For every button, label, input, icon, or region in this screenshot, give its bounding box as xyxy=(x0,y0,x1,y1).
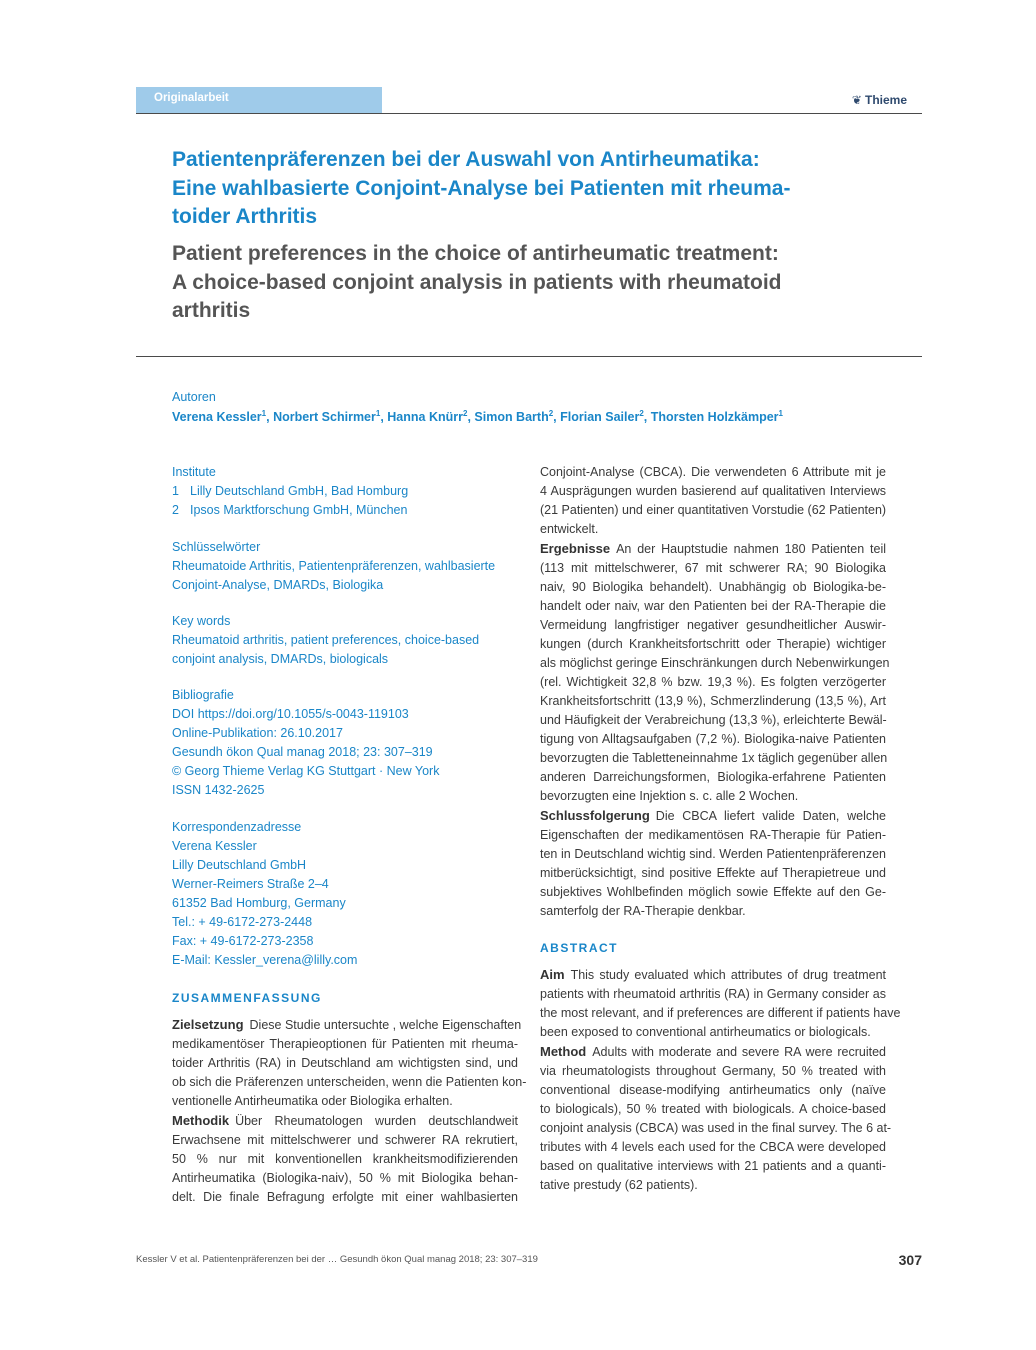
author-name: Florian Sailer xyxy=(560,410,640,425)
methodik-cont-line: Conjoint-Analyse (CBCA). Die verwendeten 6 Attribute mit je xyxy=(540,465,886,479)
correspondence-heading: Korrespondenzadresse xyxy=(172,820,302,834)
title-rule xyxy=(136,356,922,357)
bibliografie-line: ISSN 1432-2625 xyxy=(172,783,265,797)
zusammenfassung-heading: ZUSAMMENFASSUNG xyxy=(172,991,322,1005)
methodik-cont-line: entwickelt. xyxy=(540,522,599,536)
author-name: Verena Kessler xyxy=(172,410,262,425)
correspondence-line: 61352 Bad Homburg, Germany xyxy=(172,896,346,910)
method-line: conjoint analysis (CBCA) was used in the final survey. The 6 at- xyxy=(540,1121,892,1135)
author-name: Thorsten Holzkämper xyxy=(650,410,779,425)
schlussfolgerung-line: mitberücksichtigt, sind positive Effekte auf Therapietreue und xyxy=(540,866,886,880)
institute-block xyxy=(172,463,408,520)
schlussfolgerung-line: samterfolg der RA-Therapie denkbar. xyxy=(540,904,746,918)
ergebnisse-line: handelt oder naiv, war den Patienten bei der RA-Therapie die xyxy=(540,599,886,613)
method-line: Adults with moderate and severe RA were recruited xyxy=(592,1045,886,1059)
methodik-label: Methodik xyxy=(172,1113,230,1128)
header-rule xyxy=(136,113,922,114)
methodik-line: 50 % nur mit konventionellen krankheitsmodifizierenden xyxy=(172,1152,518,1166)
keywords-en-line: conjoint analysis, DMARDs, biologicals xyxy=(172,652,389,666)
title-en-line: arthritis xyxy=(172,299,251,322)
methodik-line: Antirheumatika (Biologika-naiv), 50 % mit Biologika behan- xyxy=(172,1171,518,1185)
aim-line: This study evaluated which attributes of drug treatment xyxy=(570,968,886,982)
ergebnisse-line: Krankheitsfortschritt (13,9 %), Schmerzlinderung (13,5 %), Art xyxy=(540,694,886,708)
ergebnisse-line: und Häufigkeit der Verabreichung (13,3 %), erleichterte Bewäl- xyxy=(540,713,887,727)
zusammenfassung-left-column xyxy=(172,1015,527,1207)
bibliografie-line: Online-Publikation: 26.10.2017 xyxy=(172,726,343,740)
aim-line: patients with rheumatoid arthritis (RA) in Germany consider as xyxy=(540,987,886,1001)
bibliografie-line: © Georg Thieme Verlag KG Stuttgart · New York xyxy=(172,764,440,778)
method-line: to biologicals), 50 % treated with biologicals. A choice-based xyxy=(540,1102,886,1116)
bibliografie-heading: Bibliografie xyxy=(172,688,234,702)
keywords-de-block xyxy=(172,538,495,595)
zusammenfassung-right-column xyxy=(540,463,890,921)
title-english xyxy=(172,240,872,326)
aim-line: the most relevant, and if preferences are different if patients have xyxy=(540,1006,901,1020)
authors-label: Autoren xyxy=(172,390,216,404)
correspondence-line: Tel.: + 49-6172-273-2448 xyxy=(172,915,313,929)
title-en-line: A choice-based conjoint analysis in patients with rheumatoid xyxy=(172,270,782,294)
author-name: Simon Barth xyxy=(474,410,549,425)
doi-link[interactable]: DOI https://doi.org/10.1055/s-0043-119103 xyxy=(172,707,409,721)
zielsetzung-label: Zielsetzung xyxy=(172,1017,244,1032)
ergebnisse-line: naiv, 90 Biologika behandelt). Unabhängig ob Biologika-be- xyxy=(540,580,886,594)
institute-item xyxy=(172,482,408,501)
ergebnisse-line: tigung von Alltagsaufgaben (7,2 %). Biologika-naive Patienten xyxy=(540,732,886,746)
title-de-line: toider Arthritis xyxy=(172,205,318,228)
keywords-en-line: Rheumatoid arthritis, patient preferences, choice-based xyxy=(172,633,480,647)
methodik-line: Über Rheumatologen wurden deutschlandweit xyxy=(235,1114,518,1128)
schlussfolgerung-line: subjektives Wohlbefinden möglich sowie Effekte auf den Ge- xyxy=(540,885,886,899)
title-en-line: Patient preferences in the choice of antirheumatic treatment: xyxy=(172,242,779,265)
author-affiliation: 1 xyxy=(261,409,267,418)
institute-item xyxy=(172,501,408,520)
institute-number: 2 xyxy=(172,503,179,517)
correspondence-block xyxy=(172,818,357,970)
aim-line: been exposed to conventional antirheumatics or biologicals. xyxy=(540,1025,871,1039)
abstract-column xyxy=(540,965,901,1195)
author-name: Norbert Schirmer xyxy=(273,410,376,425)
correspondence-line: Verena Kessler xyxy=(172,839,257,853)
author-affiliation: 2 xyxy=(548,409,554,418)
methodik-cont-line: (21 Patienten) und einer quantitativen Vorstudie (62 Patienten) xyxy=(540,503,887,517)
aim-label: Aim xyxy=(540,967,565,982)
method-line: via rheumatologists throughout Germany, 50 % treated with xyxy=(540,1064,886,1078)
ergebnisse-line: (rel. Wichtigkeit 32,8 % bzw. 19,3 %). Es folgten verzögerter xyxy=(540,675,886,689)
institute-name: Lilly Deutschland GmbH, Bad Homburg xyxy=(190,484,409,498)
correspondence-line: Fax: + 49-6172-273-2358 xyxy=(172,934,314,948)
method-line: tative prestudy (62 patients). xyxy=(540,1178,698,1192)
ergebnisse-line: als möglichst geringe Einschränkungen durch Nebenwirkungen xyxy=(540,656,890,670)
author-name: Hanna Knürr xyxy=(387,410,463,425)
schlussfolgerung-line: Eigenschaften der medikamentösen RA-Therapie für Patien- xyxy=(540,828,886,842)
zielsetzung-line: ventionelle Antirheumatika oder Biologika erhalten. xyxy=(172,1094,453,1108)
zielsetzung-line: Diese Studie untersuchte , welche Eigenschaften xyxy=(249,1018,522,1032)
ergebnisse-line: bevorzugten eine Injektion s. c. alle 2 Wochen. xyxy=(540,789,799,803)
method-label: Method xyxy=(540,1044,587,1059)
ergebnisse-line: kungen (durch Krankheitsfortschritt oder Therapie) wichtiger xyxy=(540,637,886,651)
title-de-line: Patientenpräferenzen bei der Auswahl von Antirheumatika: xyxy=(172,148,760,171)
methodik-cont-line: 4 Ausprägungen wurden basierend auf qualitativen Interviews xyxy=(540,484,886,498)
bibliografie-block xyxy=(172,686,439,800)
zielsetzung-line: ob sich die Präferenzen unterscheiden, wenn die Patienten kon- xyxy=(172,1075,527,1089)
schlussfolgerung-label: Schlussfolgerung xyxy=(540,808,650,823)
title-german xyxy=(172,146,872,232)
ergebnisse-line: bevorzugten die Tabletteneinnahme 1x täglich gegenüber allen xyxy=(540,751,888,765)
title-de-line: Eine wahlbasierte Conjoint-Analyse bei Patienten mit rheuma- xyxy=(172,176,791,200)
keywords-de-line: Rheumatoide Arthritis, Patientenpräferenzen, wahlbasierte xyxy=(172,559,496,573)
ergebnisse-line: An der Hauptstudie nahmen 180 Patienten teil xyxy=(616,542,886,556)
schlussfolgerung-line: ten in Deutschland wichtig sind. Werden Patientenpräferenzen xyxy=(540,847,886,861)
author-affiliation: 1 xyxy=(375,409,381,418)
zielsetzung-line: medikamentöser Therapieoptionen für Patienten mit rheuma- xyxy=(172,1037,518,1051)
institute-heading: Institute xyxy=(172,465,216,479)
bibliografie-line: Gesundh ökon Qual manag 2018; 23: 307–319 xyxy=(172,745,433,759)
keywords-en-heading: Key words xyxy=(172,614,231,628)
keywords-en-block xyxy=(172,612,479,669)
schlussfolgerung-line: Die CBCA liefert valide Daten, welche xyxy=(655,809,886,823)
institute-name: Ipsos Marktforschung GmbH, München xyxy=(190,503,408,517)
ergebnisse-label: Ergebnisse xyxy=(540,541,611,556)
abstract-heading: ABSTRACT xyxy=(540,941,618,955)
methodik-line: Erwachsene mit mittelschwerer und schwerer RA rekrutiert, xyxy=(172,1133,518,1147)
method-line: based on qualitative interviews with 21 patients and a quanti- xyxy=(540,1159,886,1173)
email-link[interactable]: E-Mail: Kessler_verena@lilly.com xyxy=(172,953,358,967)
publisher-brand xyxy=(852,93,907,107)
author-list: Verena Kessler$^1$, Norbert Schirmer$^1$, Hanna Knürr$^2$, Simon Barth$^2$, Florian Sailer$^2$, Thorsten Holzkämper$^1$ xyxy=(172,409,783,425)
footer-citation: Kessler V et al. Patientenpräferenzen bei der … Gesundh ökon Qual manag 2018; 23: 307–319 xyxy=(136,1254,538,1265)
method-line: tributes with 4 levels each used for the CBCA were developed xyxy=(540,1140,886,1154)
zielsetzung-line: toider Arthritis (RA) in Deutschland am wichtigsten sind, und xyxy=(172,1056,518,1070)
section-tag: Originalarbeit xyxy=(136,87,382,113)
author-affiliation: 2 xyxy=(462,409,468,418)
method-line: conventional disease-modifying antirheumatics only (naïve xyxy=(540,1083,886,1097)
correspondence-line: Lilly Deutschland GmbH xyxy=(172,858,307,872)
ergebnisse-line: (113 mit mittelschwerer, 67 mit schwerer RA; 90 Biologika xyxy=(540,561,886,575)
keywords-de-heading: Schlüsselwörter xyxy=(172,540,261,554)
correspondence-line: Werner-Reimers Straße 2–4 xyxy=(172,877,329,891)
author-affiliation: 1 xyxy=(778,409,783,418)
methodik-line: delt. Die finale Befragung erfolgte mit einer wahlbasierten xyxy=(172,1190,518,1204)
ergebnisse-line: anderen Darreichungsformen, Biologika-erfahrene Patienten xyxy=(540,770,886,784)
institute-number: 1 xyxy=(172,484,179,498)
publisher-name: Thieme xyxy=(864,93,907,107)
author-affiliation: 2 xyxy=(639,409,644,418)
page-number: 307 xyxy=(898,1252,922,1268)
thieme-logo-icon: ❦ xyxy=(851,93,862,107)
ergebnisse-line: Vermeidung langfristiger negativer gesundheitlicher Auswir- xyxy=(540,618,886,632)
keywords-de-line: Conjoint-Analyse, DMARDs, Biologika xyxy=(172,578,384,592)
